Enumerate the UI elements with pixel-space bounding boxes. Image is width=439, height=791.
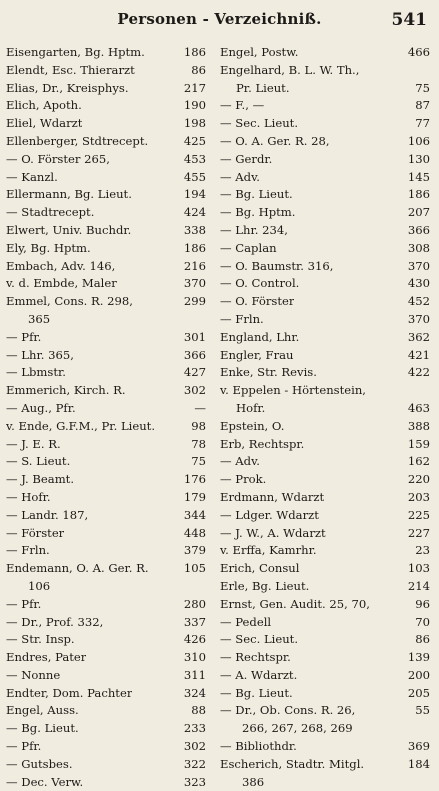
entry-text: — Pedell <box>220 614 272 629</box>
index-entry <box>220 382 430 400</box>
entry-page-number: 23 <box>415 543 430 558</box>
entry-text: Ernst, Gen. Audit. 25, 70, <box>220 596 370 611</box>
entry-page-number: 322 <box>183 756 206 771</box>
entry-text: — Caplan <box>220 240 277 255</box>
entry-page-number: 159 <box>407 436 430 451</box>
index-entry <box>220 311 430 329</box>
entry-text: v. d. Embde, Maler <box>6 276 117 291</box>
index-entry <box>6 62 206 80</box>
entry-page-number: 86 <box>415 632 430 647</box>
entry-page-number: 227 <box>407 525 430 540</box>
entry-page-number: 216 <box>183 258 206 273</box>
entry-text: — Förster <box>6 525 65 540</box>
entry-text: Erb, Rechtspr. <box>220 436 305 451</box>
entry-page-number: 427 <box>183 365 206 380</box>
index-entry <box>220 631 430 649</box>
index-entry <box>6 738 206 756</box>
entry-page-number: 186 <box>407 187 430 202</box>
index-entry <box>220 133 430 151</box>
entry-text: Erdmann, Wdarzt <box>220 489 325 504</box>
entry-text: Erich, Consul <box>220 561 300 576</box>
index-entry <box>220 400 430 418</box>
index-entry <box>6 649 206 667</box>
entry-page-number: 179 <box>183 489 206 504</box>
entry-page-number: 55 <box>415 703 430 718</box>
index-entry <box>220 471 430 489</box>
index-entry <box>6 720 206 738</box>
entry-text: — Rechtspr. <box>220 650 291 665</box>
entry-page-number: 225 <box>407 507 430 522</box>
entry-page-number: 311 <box>183 667 206 682</box>
entry-text: — Dr., Prof. 332, <box>6 614 104 629</box>
entry-text: — Stadtrecept. <box>6 205 95 220</box>
index-entry <box>6 311 206 329</box>
entry-text: — Dec. Verw. <box>6 774 84 789</box>
entry-page-number <box>200 578 206 596</box>
index-entry <box>6 560 206 578</box>
entry-page-number: 362 <box>407 329 430 344</box>
index-entry <box>6 489 206 507</box>
index-entry <box>220 275 430 293</box>
entry-text: — Str. Insp. <box>6 632 75 647</box>
entry-page-number: 186 <box>183 45 206 59</box>
index-entry <box>6 169 206 187</box>
page-title: Personen - Verzeichniß. <box>117 10 322 28</box>
entry-text: Pr. Lieut. <box>236 80 290 95</box>
entry-page-number: 70 <box>415 614 430 629</box>
entry-text: Elias, Dr., Kreisphys. <box>6 80 129 95</box>
index-entry <box>220 80 430 98</box>
entry-text: — Bg. Lieut. <box>220 685 293 700</box>
entry-text: 106 <box>28 578 51 593</box>
entry-page-number: 448 <box>183 525 206 540</box>
entry-text: — Gutsbes. <box>6 756 73 771</box>
entry-page-number: 139 <box>407 650 430 665</box>
index-entry <box>220 44 430 62</box>
entry-text: Endter, Dom. Pachter <box>6 685 133 700</box>
index-entry <box>220 614 430 632</box>
index-entry <box>6 151 206 169</box>
index-entry <box>220 364 430 382</box>
entry-text: — Kanzl. <box>6 169 58 184</box>
entry-page-number: 233 <box>183 721 206 736</box>
entry-page-number: 88 <box>191 703 206 718</box>
left-column <box>6 44 206 791</box>
entry-text: Eliel, Wdarzt <box>6 116 83 131</box>
entry-page-number: 379 <box>183 543 206 558</box>
entry-text: Epstein, O. <box>220 418 285 433</box>
entry-text: Erle, Bg. Lieut. <box>220 578 310 593</box>
index-entry <box>6 525 206 543</box>
index-entry <box>220 649 430 667</box>
entry-page-number: 426 <box>183 632 206 647</box>
index-entry <box>6 293 206 311</box>
entry-page-number: 214 <box>407 578 430 593</box>
entry-text: Enke, Str. Revis. <box>220 365 317 380</box>
index-entry <box>6 453 206 471</box>
index-entry <box>6 258 206 276</box>
entry-text: — Adv. <box>220 169 260 184</box>
index-entry <box>220 97 430 115</box>
index-entry <box>6 115 206 133</box>
entry-text: v. Ende, G.F.M., Pr. Lieut. <box>6 418 156 433</box>
entry-page-number: 338 <box>183 222 206 237</box>
entry-text: Elwert, Univ. Buchdr. <box>6 222 132 237</box>
entry-page-number: 324 <box>183 685 206 700</box>
entry-page-number: 366 <box>407 222 430 237</box>
entry-text: — Sec. Lieut. <box>220 116 299 131</box>
entry-text: Engel, Auss. <box>6 703 79 718</box>
index-entry <box>6 774 206 791</box>
entry-text: — Aug., Pfr. <box>6 400 76 415</box>
entry-text: Endres, Pater <box>6 650 87 665</box>
index-entry <box>220 578 430 596</box>
index-entry <box>220 560 430 578</box>
index-entry <box>220 436 430 454</box>
entry-page-number: 453 <box>183 151 206 166</box>
page-number: 541 <box>391 10 427 30</box>
entry-text: — Bibliothdr. <box>220 739 297 754</box>
entry-text: — Ldger. Wdarzt <box>220 507 319 522</box>
entry-text: 386 <box>242 774 265 789</box>
entry-text: — Prok. <box>220 472 267 487</box>
entry-page-number: 78 <box>191 436 206 451</box>
index-entry <box>6 222 206 240</box>
index-entry <box>220 507 430 525</box>
index-entry <box>6 347 206 365</box>
index-entry <box>220 756 430 774</box>
entry-page-number: 463 <box>407 400 430 415</box>
entry-text: 266, 267, 268, 269 <box>242 721 353 736</box>
entry-text: — Lbmstr. <box>6 365 66 380</box>
entry-text: — Pfr. <box>6 596 42 611</box>
entry-page-number: 310 <box>183 650 206 665</box>
entry-text: — F., — <box>220 98 265 113</box>
index-entry <box>6 702 206 720</box>
entry-text: — Bg. Hptm. <box>220 205 296 220</box>
index-entry <box>6 685 206 703</box>
entry-page-number: 421 <box>407 347 430 362</box>
index-entry <box>6 80 206 98</box>
entry-text: — Hofr. <box>6 489 51 504</box>
entry-text: v. Eppelen - Hörtenstein, <box>220 383 366 398</box>
entry-page-number: 145 <box>407 169 430 184</box>
index-entry <box>220 293 430 311</box>
entry-text: Endemann, O. A. Ger. R. <box>6 561 149 576</box>
entry-page-number: 370 <box>183 276 206 291</box>
index-entry <box>6 133 206 151</box>
index-entry <box>220 62 430 80</box>
index-entry <box>220 204 430 222</box>
index-entry <box>220 186 430 204</box>
entry-page-number: 466 <box>407 45 430 59</box>
entry-text: — A. Wdarzt. <box>220 667 298 682</box>
entry-page-number: 96 <box>415 596 430 611</box>
entry-text: — O. Baumstr. 316, <box>220 258 334 273</box>
index-entry <box>220 329 430 347</box>
entry-page-number: 205 <box>407 685 430 700</box>
index-entry <box>6 329 206 347</box>
entry-page-number: 75 <box>415 80 430 95</box>
index-entry <box>6 418 206 436</box>
entry-text: — Landr. 187, <box>6 507 89 522</box>
entry-page-number: 87 <box>415 98 430 113</box>
entry-page-number: 455 <box>183 169 206 184</box>
right-column <box>220 44 430 791</box>
entry-page-number: 299 <box>183 294 206 309</box>
index-entry <box>6 364 206 382</box>
entry-page-number: 207 <box>407 205 430 220</box>
index-entry <box>220 702 430 720</box>
index-entry <box>220 240 430 258</box>
entry-text: England, Lhr. <box>220 329 300 344</box>
entry-text: — Bg. Lieut. <box>6 721 79 736</box>
index-entry <box>220 596 430 614</box>
entry-text: v. Erffa, Kamrhr. <box>220 543 317 558</box>
index-entry <box>220 720 430 738</box>
index-entry <box>6 507 206 525</box>
entry-text: — J. E. R. <box>6 436 61 451</box>
entry-text: — O. A. Ger. R. 28, <box>220 133 330 148</box>
entry-page-number: 103 <box>407 561 430 576</box>
entry-page-number: 452 <box>407 294 430 309</box>
index-entry <box>220 774 430 791</box>
entry-text: Engler, Frau <box>220 347 294 362</box>
entry-page-number: 186 <box>183 240 206 255</box>
entry-text: Escherich, Stadtr. Mitgl. <box>220 756 365 771</box>
index-entry <box>220 258 430 276</box>
entry-page-number: 217 <box>183 80 206 95</box>
entry-text: — O. Förster 265, <box>6 151 110 166</box>
entry-page-number: 203 <box>407 489 430 504</box>
entry-text: — Pfr. <box>6 739 42 754</box>
index-entry <box>220 453 430 471</box>
entry-page-number: 280 <box>183 596 206 611</box>
entry-text: Hofr. <box>236 400 266 415</box>
index-entry <box>6 186 206 204</box>
entry-text: Emmerich, Kirch. R. <box>6 383 126 398</box>
entry-page-number: — <box>194 400 206 415</box>
index-entry <box>6 631 206 649</box>
entry-text: Engelhard, B. L. W. Th., <box>220 62 360 77</box>
entry-page-number <box>424 774 430 791</box>
entry-page-number: 130 <box>407 151 430 166</box>
index-entry <box>220 169 430 187</box>
entry-page-number: 220 <box>407 472 430 487</box>
entry-page-number: 323 <box>183 774 206 789</box>
entry-text: Engel, Postw. <box>220 45 299 59</box>
index-entry <box>6 400 206 418</box>
entry-page-number <box>424 382 430 400</box>
entry-page-number: 308 <box>407 240 430 255</box>
entry-text: Embach, Adv. 146, <box>6 258 116 273</box>
entry-page-number: 430 <box>407 276 430 291</box>
entry-page-number <box>424 62 430 80</box>
entry-page-number: 75 <box>191 454 206 469</box>
entry-page-number <box>200 311 206 329</box>
entry-page-number: 424 <box>183 205 206 220</box>
entry-page-number: 200 <box>407 667 430 682</box>
entry-text: Ellermann, Bg. Lieut. <box>6 187 132 202</box>
entry-page-number: 425 <box>183 133 206 148</box>
index-entry <box>6 614 206 632</box>
entry-page-number: 337 <box>183 614 206 629</box>
entry-text: Eisengarten, Bg. Hptm. <box>6 45 145 59</box>
index-entry <box>220 347 430 365</box>
entry-text: — Pfr. <box>6 329 42 344</box>
index-entry <box>220 115 430 133</box>
entry-text: — Gerdr. <box>220 151 273 166</box>
entry-page-number: 98 <box>191 418 206 433</box>
entry-page-number: 198 <box>183 116 206 131</box>
entry-page-number: 301 <box>183 329 206 344</box>
entry-text: Elendt, Esc. Thierarzt <box>6 62 135 77</box>
entry-page-number: 86 <box>191 62 206 77</box>
entry-text: — O. Control. <box>220 276 300 291</box>
entry-text: — O. Förster <box>220 294 295 309</box>
index-entry <box>6 44 206 62</box>
index-entry <box>6 578 206 596</box>
index-entry <box>220 222 430 240</box>
entry-text: — J. Beamt. <box>6 472 75 487</box>
entry-page-number: 176 <box>183 472 206 487</box>
index-entry <box>6 596 206 614</box>
entry-text: — Adv. <box>220 454 260 469</box>
entry-text: — Frln. <box>220 311 264 326</box>
page-header <box>0 10 439 34</box>
entry-text: — Lhr. 234, <box>220 222 288 237</box>
entry-page-number: 184 <box>407 756 430 771</box>
index-entry <box>6 275 206 293</box>
index-entry <box>6 436 206 454</box>
entry-text: — Dr., Ob. Cons. R. 26, <box>220 703 356 718</box>
entry-text: — Bg. Lieut. <box>220 187 293 202</box>
entry-text: Emmel, Cons. R. 298, <box>6 294 133 309</box>
entry-page-number: 388 <box>407 418 430 433</box>
index-entry <box>6 756 206 774</box>
entry-text: — Lhr. 365, <box>6 347 74 362</box>
index-entry <box>220 542 430 560</box>
entry-text: — Frln. <box>6 543 50 558</box>
entry-text: — J. W., A. Wdarzt <box>220 525 326 540</box>
entry-text: 365 <box>28 311 51 326</box>
entry-page-number: 369 <box>407 739 430 754</box>
index-entry <box>220 685 430 703</box>
index-entry <box>220 738 430 756</box>
entry-text: — Nonne <box>6 667 61 682</box>
entry-page-number: 106 <box>407 133 430 148</box>
entry-text: Elich, Apoth. <box>6 98 82 113</box>
index-entry <box>6 382 206 400</box>
index-entry <box>220 151 430 169</box>
entry-page-number: 422 <box>407 365 430 380</box>
index-entry <box>220 418 430 436</box>
entry-text: — Sec. Lieut. <box>220 632 299 647</box>
entry-page-number: 370 <box>407 258 430 273</box>
index-entry <box>6 204 206 222</box>
index-entry <box>6 97 206 115</box>
entry-page-number: 302 <box>183 739 206 754</box>
entry-page-number: 194 <box>183 187 206 202</box>
index-entry <box>6 542 206 560</box>
entry-text: — S. Lieut. <box>6 454 71 469</box>
entry-page-number: 77 <box>415 116 430 131</box>
index-entry <box>220 489 430 507</box>
index-entry <box>6 667 206 685</box>
index-entry <box>6 471 206 489</box>
entry-page-number <box>424 720 430 738</box>
entry-text: Ely, Bg. Hptm. <box>6 240 91 255</box>
entry-page-number: 302 <box>183 383 206 398</box>
index-entry <box>220 667 430 685</box>
entry-page-number: 162 <box>407 454 430 469</box>
index-entry <box>220 525 430 543</box>
index-entry <box>6 240 206 258</box>
entry-text: Ellenberger, Stdtrecept. <box>6 133 149 148</box>
entry-page-number: 366 <box>183 347 206 362</box>
entry-page-number: 344 <box>183 507 206 522</box>
entry-page-number: 190 <box>183 98 206 113</box>
entry-page-number: 370 <box>407 311 430 326</box>
entry-page-number: 105 <box>183 561 206 576</box>
